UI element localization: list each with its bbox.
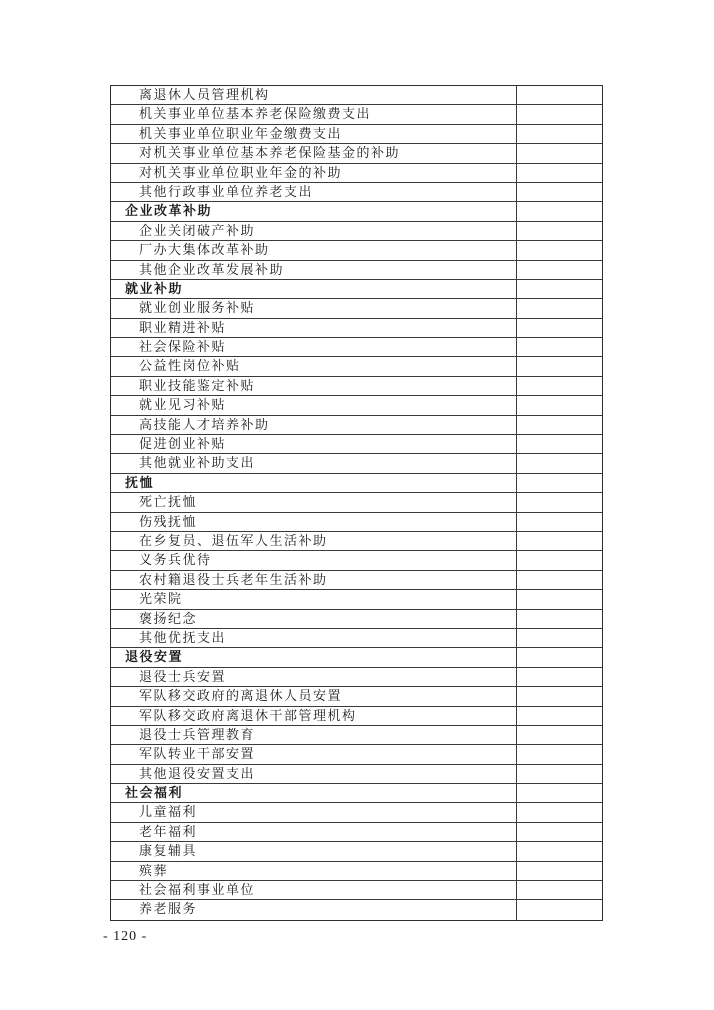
value-cell <box>517 513 602 531</box>
value-cell <box>517 396 602 414</box>
table-row <box>111 319 602 338</box>
table-row <box>111 823 602 842</box>
item-label-cell: 儿童福利 <box>111 803 517 821</box>
item-label-cell: 其他就业补助支出 <box>111 454 517 472</box>
table-row <box>111 513 602 532</box>
value-cell <box>517 416 602 434</box>
table-row <box>111 164 602 183</box>
value-cell <box>517 551 602 569</box>
item-label-cell: 社会福利事业单位 <box>111 881 517 899</box>
item-label-cell: 社会保险补贴 <box>111 338 517 356</box>
value-cell <box>517 202 602 220</box>
item-label-cell: 死亡抚恤 <box>111 493 517 511</box>
table-row <box>111 299 602 318</box>
value-cell <box>517 299 602 317</box>
table-row <box>111 726 602 745</box>
value-cell <box>517 881 602 899</box>
value-cell <box>517 629 602 647</box>
table-row <box>111 881 602 900</box>
value-cell <box>517 707 602 725</box>
value-cell <box>517 183 602 201</box>
table-row <box>111 668 602 687</box>
table-row <box>111 241 602 260</box>
value-cell <box>517 610 602 628</box>
value-cell <box>517 687 602 705</box>
value-cell <box>517 319 602 337</box>
table-row <box>111 357 602 376</box>
item-label-cell: 养老服务 <box>111 900 517 919</box>
item-label-cell: 其他行政事业单位养老支出 <box>111 183 517 201</box>
item-label-cell: 公益性岗位补贴 <box>111 357 517 375</box>
table-row <box>111 183 602 202</box>
item-label-cell: 光荣院 <box>111 590 517 608</box>
value-cell <box>517 648 602 666</box>
table-row <box>111 86 602 105</box>
value-cell <box>517 590 602 608</box>
item-label-cell: 殡葬 <box>111 862 517 880</box>
value-cell <box>517 900 602 919</box>
value-cell <box>517 571 602 589</box>
item-label-cell: 职业精进补贴 <box>111 319 517 337</box>
section-header-cell: 退役安置 <box>111 648 517 666</box>
budget-items-table <box>110 85 603 921</box>
item-label-cell: 军队移交政府离退休干部管理机构 <box>111 707 517 725</box>
item-label-cell: 机关事业单位基本养老保险缴费支出 <box>111 105 517 123</box>
item-label-cell: 在乡复员、退伍军人生活补助 <box>111 532 517 550</box>
table-row <box>111 222 602 241</box>
table-row <box>111 842 602 861</box>
value-cell <box>517 784 602 802</box>
value-cell <box>517 493 602 511</box>
value-cell <box>517 105 602 123</box>
item-label-cell: 就业见习补贴 <box>111 396 517 414</box>
value-cell <box>517 241 602 259</box>
table-row <box>111 338 602 357</box>
table-row <box>111 590 602 609</box>
item-label-cell: 对机关事业单位基本养老保险基金的补助 <box>111 144 517 162</box>
value-cell <box>517 726 602 744</box>
value-cell <box>517 668 602 686</box>
table-row <box>111 280 602 299</box>
item-label-cell: 义务兵优待 <box>111 551 517 569</box>
page-number: - 120 - <box>103 929 148 944</box>
item-label-cell: 其他企业改革发展补助 <box>111 261 517 279</box>
item-label-cell: 退役士兵安置 <box>111 668 517 686</box>
table-row <box>111 900 602 919</box>
table-row <box>111 105 602 124</box>
value-cell <box>517 745 602 763</box>
value-cell <box>517 842 602 860</box>
value-cell <box>517 280 602 298</box>
value-cell <box>517 357 602 375</box>
item-label-cell: 机关事业单位职业年金缴费支出 <box>111 125 517 143</box>
table-row <box>111 803 602 822</box>
table-row <box>111 610 602 629</box>
table-row <box>111 532 602 551</box>
value-cell <box>517 164 602 182</box>
table-row <box>111 765 602 784</box>
item-label-cell: 促进创业补贴 <box>111 435 517 453</box>
table-row <box>111 551 602 570</box>
item-label-cell: 其他退役安置支出 <box>111 765 517 783</box>
table-row <box>111 416 602 435</box>
table-row <box>111 629 602 648</box>
item-label-cell: 就业创业服务补贴 <box>111 299 517 317</box>
item-label-cell: 退役士兵管理教育 <box>111 726 517 744</box>
value-cell <box>517 435 602 453</box>
value-cell <box>517 474 602 492</box>
item-label-cell: 褒扬纪念 <box>111 610 517 628</box>
item-label-cell: 企业关闭破产补助 <box>111 222 517 240</box>
value-cell <box>517 377 602 395</box>
table-row <box>111 396 602 415</box>
item-label-cell: 其他优抚支出 <box>111 629 517 647</box>
table-row <box>111 125 602 144</box>
item-label-cell: 军队移交政府的离退休人员安置 <box>111 687 517 705</box>
item-label-cell: 职业技能鉴定补贴 <box>111 377 517 395</box>
item-label-cell: 农村籍退役士兵老年生活补助 <box>111 571 517 589</box>
value-cell <box>517 454 602 472</box>
item-label-cell: 厂办大集体改革补助 <box>111 241 517 259</box>
value-cell <box>517 823 602 841</box>
item-label-cell: 对机关事业单位职业年金的补助 <box>111 164 517 182</box>
value-cell <box>517 862 602 880</box>
value-cell <box>517 803 602 821</box>
table-row <box>111 571 602 590</box>
item-label-cell: 离退休人员管理机构 <box>111 86 517 104</box>
value-cell <box>517 261 602 279</box>
value-cell <box>517 338 602 356</box>
item-label-cell: 康复辅具 <box>111 842 517 860</box>
table-row <box>111 687 602 706</box>
table-row <box>111 707 602 726</box>
value-cell <box>517 532 602 550</box>
table-row <box>111 202 602 221</box>
value-cell <box>517 222 602 240</box>
table-row <box>111 435 602 454</box>
section-header-cell: 就业补助 <box>111 280 517 298</box>
value-cell <box>517 125 602 143</box>
table-row <box>111 454 602 473</box>
table-row <box>111 862 602 881</box>
table-row <box>111 144 602 163</box>
value-cell <box>517 765 602 783</box>
table-row <box>111 493 602 512</box>
section-header-cell: 抚恤 <box>111 474 517 492</box>
section-header-cell: 企业改革补助 <box>111 202 517 220</box>
value-cell <box>517 144 602 162</box>
table-row <box>111 377 602 396</box>
table-row <box>111 648 602 667</box>
table-row <box>111 745 602 764</box>
table-row <box>111 261 602 280</box>
value-cell <box>517 86 602 104</box>
table-row <box>111 784 602 803</box>
item-label-cell: 老年福利 <box>111 823 517 841</box>
section-header-cell: 社会福利 <box>111 784 517 802</box>
item-label-cell: 高技能人才培养补助 <box>111 416 517 434</box>
table-row <box>111 474 602 493</box>
item-label-cell: 军队转业干部安置 <box>111 745 517 763</box>
item-label-cell: 伤残抚恤 <box>111 513 517 531</box>
